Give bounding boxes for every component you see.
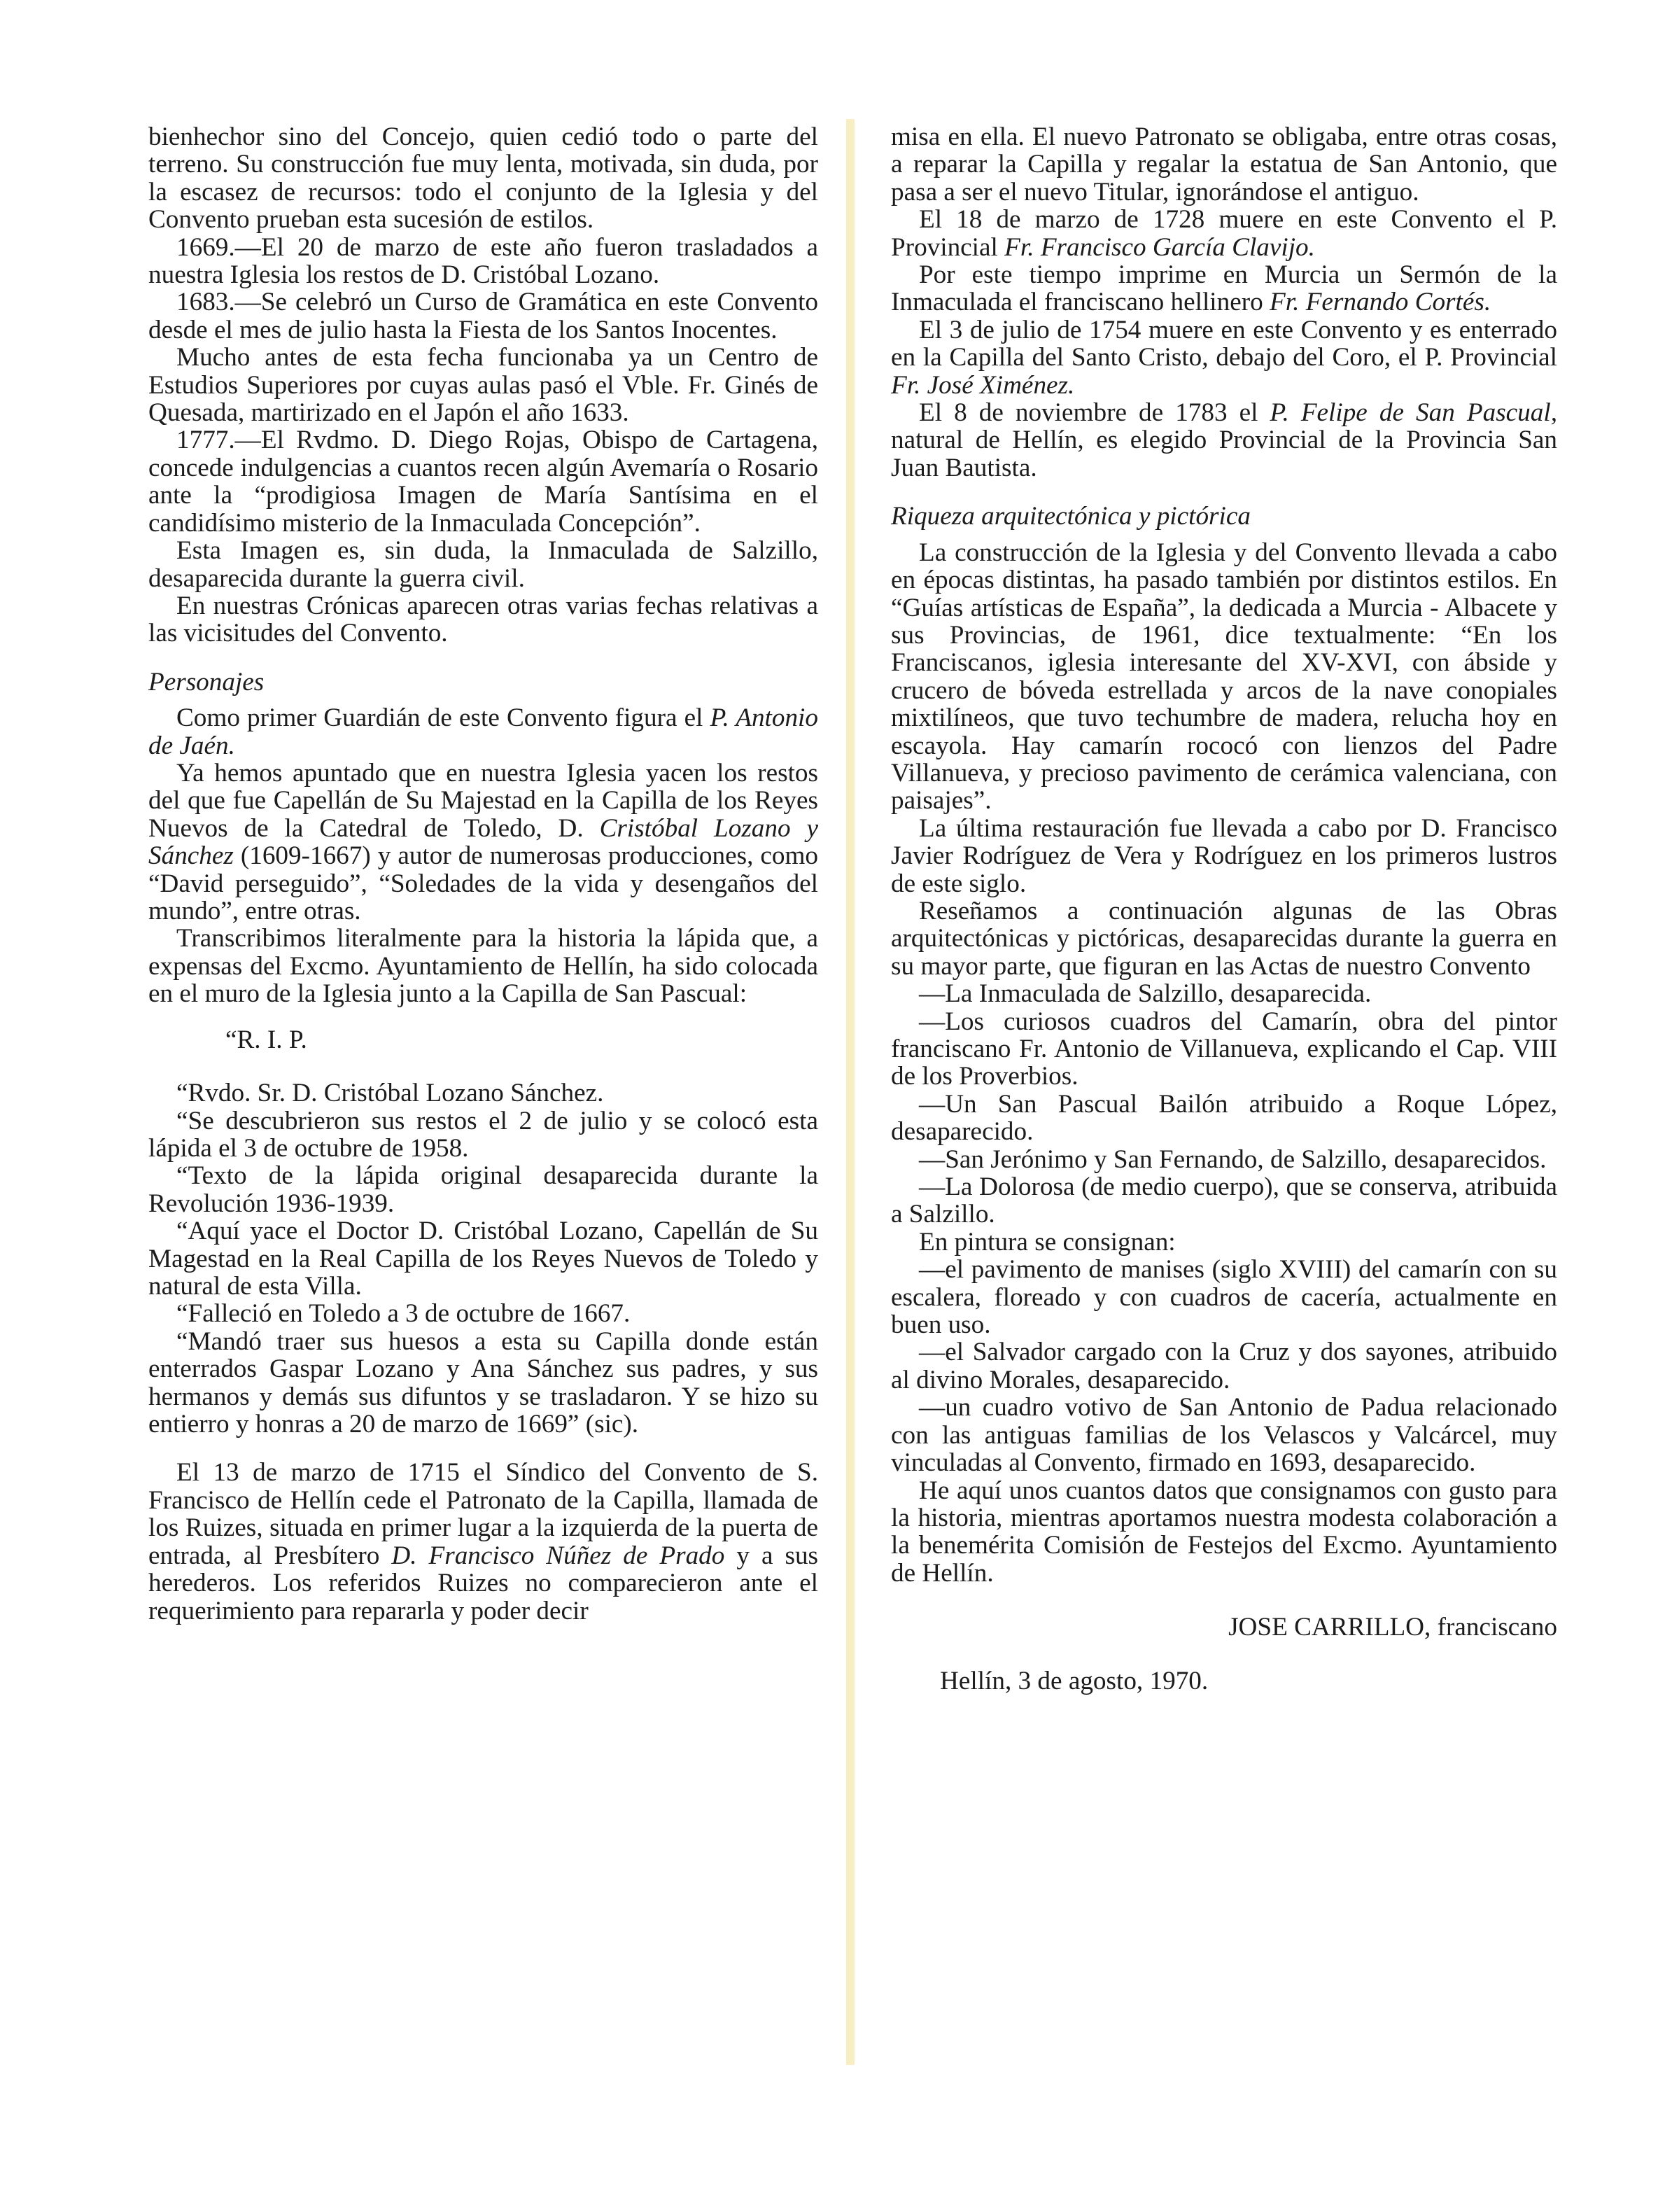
epitaph-line: “Se descubrieron sus restos el 2 de julio y se colocó esta lápida el 3 de octubre de 1958. xyxy=(148,1106,818,1163)
paragraph xyxy=(148,704,818,760)
paragraph: En pintura se consignan: xyxy=(919,1227,1176,1256)
paragraph: misa en ella. El nuevo Patronato se obligaba, entre otras cosas, a reparar la Capilla y regalar la estatua de San Antonio, que pasa a ser el nuevo Titular, ignorándose el antiguo. xyxy=(891,122,1557,206)
epitaph-line: “Aquí yace el Doctor D. Cristóbal Lozano, Capellán de Su Magestad en la Real Capilla de los Reyes Nuevos de Toledo y natural de esta Villa. xyxy=(148,1217,818,1301)
column-divider xyxy=(846,119,855,2065)
list-item: —el Salvador cargado con la Cruz y dos sayones, atribuido al divino Morales, desaparecido. xyxy=(891,1338,1557,1394)
paragraph xyxy=(891,206,1557,261)
right-column xyxy=(891,123,1557,1721)
epitaph-line: “Mandó traer sus huesos a esta su Capilla donde están enterrados Gaspar Lozano y Ana Sánchez sus padres, y sus hermanos y demás sus difuntos y se trasladaron. Y se hizo su entierro y honras a 20 de marzo de 1669” (sic). xyxy=(148,1326,818,1439)
italic-name: Fr. José Ximénez. xyxy=(891,370,1075,400)
text-run: y a sus herederos. Los referidos Ruizes no comparecieron ante el requerimiento para repararla y poder decir xyxy=(148,1541,819,1625)
italic-name: P. Felipe de San Pascual, xyxy=(1270,398,1557,428)
text-run: Ya hemos apuntado que en nuestra Iglesia yacen los restos del que fue Capellán de Su Majestad en la Capilla de los Reyes Nuevos de la Catedral de Toledo, D. xyxy=(148,758,818,843)
paragraph: He aquí unos cuantos datos que consignamos con gusto para la historia, mientras aportamos nuestra modesta colaboración a la benemérita Comisión de Festejos del Excmo. Ayuntamiento de Hellín. xyxy=(891,1476,1557,1588)
italic-name: P. Antonio de Jaén. xyxy=(148,704,818,760)
paragraph: Reseñamos a continuación algunas de las Obras arquitectónicas y pictóricas, desaparecidas durante la guerra en su mayor parte, que figuran en las Actas de nuestro Convento xyxy=(891,896,1557,981)
place-date: Hellín, 3 de agosto, 1970. xyxy=(940,1666,1209,1695)
paragraph xyxy=(148,760,818,925)
list-item: —La Inmaculada de Salzillo, desaparecida. xyxy=(919,979,1372,1009)
epitaph-line: “Texto de la lápida original desaparecida durante la Revolución 1936-1939. xyxy=(148,1161,818,1218)
text-run: El 13 de marzo de 1715 el Síndico del Convento de S. Francisco de Hellín cede el Patronato de la Capilla, llamada de los Ruizes, situada en primer lugar a la izquierda de la puerta de entrada, al Presbítero xyxy=(148,1458,818,1570)
paragraph: Transcribimos literalmente para la historia la lápida que, a expensas del Excmo. Ayuntamiento de Hellín, ha sido colocada en el muro de la Iglesia junto a la Capilla de San Pascual: xyxy=(148,924,818,1009)
italic-name: Fr. Fernando Cortés. xyxy=(1270,288,1491,317)
section-heading-personajes: Personajes xyxy=(148,667,265,696)
paragraph: 1777.—El Rvdmo. D. Diego Rojas, Obispo de Cartagena, concede indulgencias a cuantos recen algún Avemaría o Rosario ante la “prodigiosa Imagen de María Santísima en el candidísimo misterio de la Inmaculada Concepción”. xyxy=(148,426,818,538)
list-item: —Los curiosos cuadros del Camarín, obra del pintor franciscano Fr. Antonio de Villanueva, explicando el Cap. VIII de los Proverbios. xyxy=(891,1007,1557,1091)
paragraph: 1669.—El 20 de marzo de este año fueron trasladados a nuestra Iglesia los restos de D. Cristóbal Lozano. xyxy=(148,232,818,290)
epitaph-line: “Rvdo. Sr. D. Cristóbal Lozano Sánchez. xyxy=(176,1079,604,1108)
text-run: (1609-1667) y autor de numerosas producciones, como “David perseguido”, “Soledades de la vida y desengaños del mundo”, entre otras. xyxy=(148,841,818,925)
text-run: natural de Hellín, es elegido Provincial de la Provincia San Juan Bautista. xyxy=(891,426,1557,482)
italic-name: Fr. Francisco García Clavijo. xyxy=(1004,232,1315,262)
italic-name: Cristóbal Lozano y Sánchez xyxy=(148,813,818,871)
paragraph: bienhechor sino del Concejo, quien cedió todo o parte del terreno. Su construcción fue muy lenta, motivada, sin duda, por la escasez de recursos: todo el conjunto de la Iglesia y del Convento prueban esta sucesión de estilos. xyxy=(148,122,818,234)
text-run: El 18 de marzo de 1728 muere en este Convento el P. Provincial xyxy=(891,205,1557,262)
paragraph xyxy=(891,261,1557,316)
list-item: —La Dolorosa (de medio cuerpo), que se conserva, atribuida a Salzillo. xyxy=(891,1172,1557,1229)
paragraph xyxy=(891,316,1557,399)
author-signature: JOSE CARRILLO, franciscano xyxy=(1228,1613,1557,1642)
list-item: —un cuadro votivo de San Antonio de Padua relacionado con las antiguas familias de los Velascos y Valcárcel, muy vinculadas al Convento, firmado en 1693, desaparecido. xyxy=(891,1393,1557,1478)
text-run: El 3 de julio de 1754 muere en este Convento y es enterrado en la Capilla del Santo Cristo, debajo del Coro, el P. Provincial xyxy=(891,315,1557,372)
epitaph-line: “Falleció en Toledo a 3 de octubre de 1667. xyxy=(176,1299,631,1329)
paragraph xyxy=(148,1459,818,1624)
list-item: —Un San Pascual Bailón atribuido a Roque López, desaparecido. xyxy=(891,1089,1557,1147)
epitaph-rip: “R. I. P. xyxy=(225,1025,307,1054)
text-run: Por este tiempo imprime en Murcia un Sermón de la Inmaculada el franciscano hellinero xyxy=(891,260,1557,317)
paragraph: Esta Imagen es, sin duda, la Inmaculada de Salzillo, desaparecida durante la guerra civil. xyxy=(148,536,818,593)
italic-name: D. Francisco Núñez de Prado xyxy=(391,1541,725,1570)
paragraph: La última restauración fue llevada a cabo por D. Francisco Javier Rodríguez de Vera y Rodríguez en los primeros lustros de este siglo. xyxy=(891,813,1557,898)
text-run: Como primer Guardián de este Convento figura el xyxy=(176,704,710,733)
paragraph: La construcción de la Iglesia y del Convento llevada a cabo en épocas distintas, ha pasado también por distintos estilos. En “Guías artísticas de España”, la dedicada a Murcia - Albacete y sus Provincias, de 1961, dice textualmente: “En los Franciscanos, iglesia interesante del XV-XVI, con ábside y crucero de bóveda estrellada y arcos de la nave conopiales mixtilíneos, que tuvo techumbre de madera, relucha hoy en escayola. Hay camarín rococó con lienzos del Padre Villanueva, y precioso pavimento de cerámica valenciana, con paisajes”. xyxy=(891,538,1557,816)
text-run: El 8 de noviembre de 1783 el xyxy=(919,398,1270,428)
paragraph: En nuestras Crónicas aparecen otras varias fechas relativas a las vicisitudes del Convento. xyxy=(148,591,818,648)
paragraph xyxy=(891,399,1557,482)
list-item: —el pavimento de manises (siglo XVIII) del camarín con su escalera, floreado y con cuadros de cacería, actualmente en buen uso. xyxy=(891,1255,1557,1340)
paragraph: 1683.—Se celebró un Curso de Gramática en este Convento desde el mes de julio hasta la Fiesta de los Santos Inocentes. xyxy=(148,288,818,344)
section-heading-riqueza: Riqueza arquitectónica y pictórica xyxy=(891,502,1251,531)
paragraph: Mucho antes de esta fecha funcionaba ya un Centro de Estudios Superiores por cuyas aulas pasó el Vble. Fr. Ginés de Quesada, martirizado en el Japón el año 1633. xyxy=(148,343,818,428)
list-item: —San Jerónimo y San Fernando, de Salzillo, desaparecidos. xyxy=(919,1144,1547,1174)
left-column xyxy=(148,123,818,1625)
